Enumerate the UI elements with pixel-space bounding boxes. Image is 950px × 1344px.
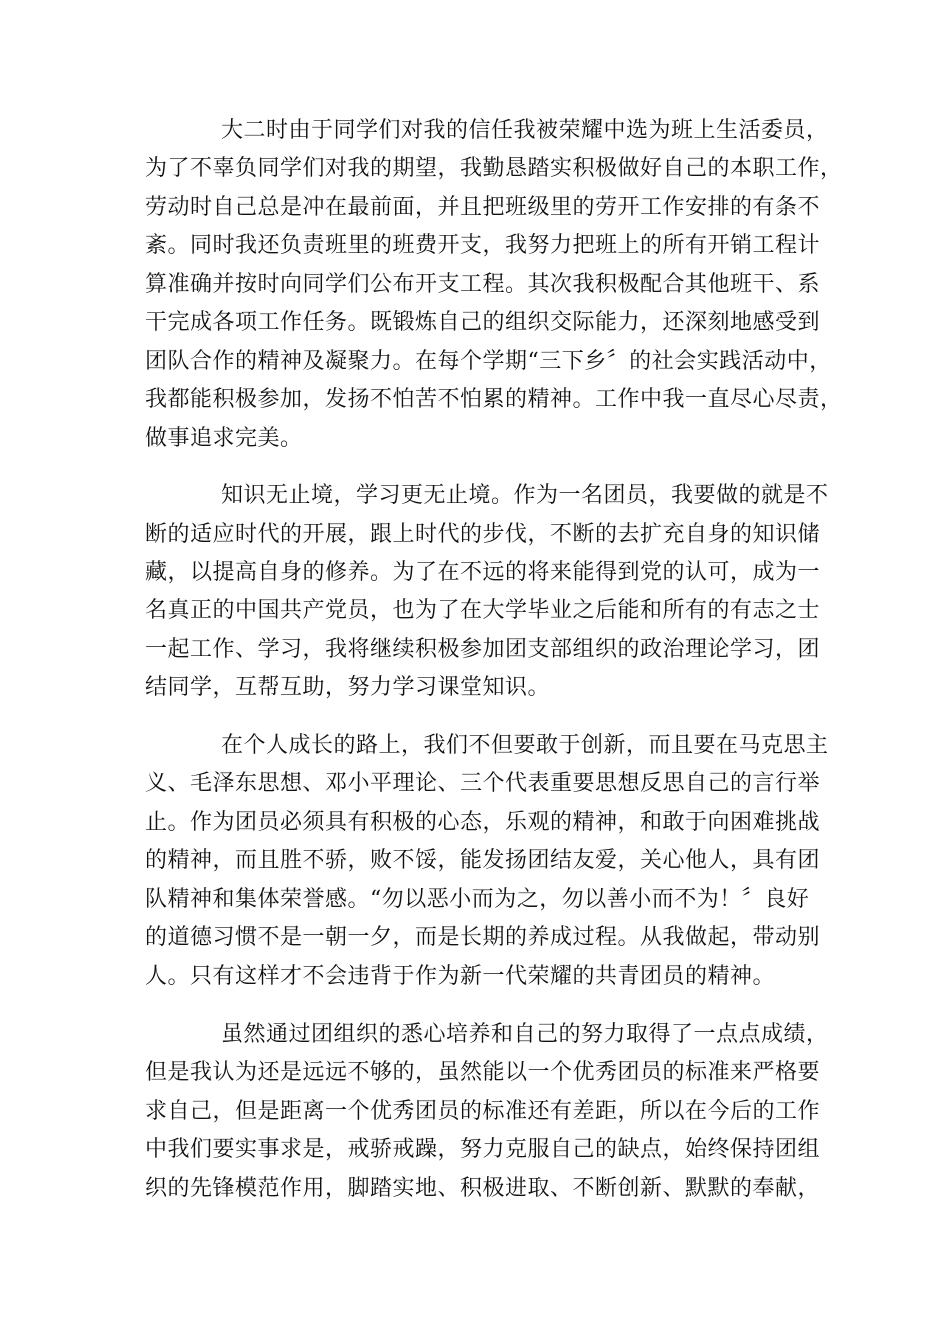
text-line: 人。只有这样才不会违背于作为新一代荣耀的共青团员的精神。 bbox=[145, 964, 776, 989]
text-line: 算准确并按时向同学们公布开支工程。其次我积极配合其他班干、系 bbox=[145, 272, 821, 297]
text-line: 一起工作、学习，我将继续积极参加团支部组织的政治理论学习，团 bbox=[145, 637, 821, 662]
text-line: 但是我认为还是远远不够的，虽然能以一个优秀团员的标准来严格要 bbox=[145, 1060, 821, 1085]
text-line: 劳动时自己总是冲在最前面，并且把班级里的劳开工作安排的有条不 bbox=[145, 195, 821, 220]
text-line: 求自己，但是距离一个优秀团员的标准还有差距，所以在今后的工作 bbox=[145, 1099, 821, 1124]
text-line: 做事追求完美。 bbox=[145, 426, 303, 451]
text-line: 止。作为团员必须具有积极的心态，乐观的精神，和敢于向困难挑战 bbox=[145, 810, 821, 835]
text-line: 义、毛泽东思想、邓小平理论、三个代表重要思想反思自己的言行举 bbox=[145, 771, 821, 796]
text-line: 藏，以提高自身的修养。为了在不远的将来能得到党的认可，成为一 bbox=[145, 560, 821, 585]
text-line: 织的先锋模范作用，脚踏实地、积极进取、不断创新、默默的奉献， bbox=[145, 1176, 821, 1201]
text-line: 干完成各项工作任务。既锻炼自己的组织交际能力，还深刻地感受到 bbox=[145, 310, 821, 335]
text-line: 虽然通过团组织的悉心培养和自己的努力取得了一点点成绩， bbox=[221, 1022, 829, 1047]
text-line: 紊。同时我还负责班里的班费开支，我努力把班上的所有开销工程计 bbox=[145, 233, 821, 258]
text-line: 名真正的中国共产党员，也为了在大学毕业之后能和所有的有志之士 bbox=[145, 598, 821, 623]
text-line: 断的适应时代的开展，跟上时代的步伐，不断的去扩充自身的知识储 bbox=[145, 522, 821, 547]
text-line: 的道德习惯不是一朝一夕，而是长期的养成过程。从我做起，带动别 bbox=[145, 925, 821, 950]
text-line: 团队合作的精神及凝聚力。在每个学期“三下乡〞的社会实践活动中， bbox=[145, 349, 832, 374]
text-line: 我都能积极参加，发扬不怕苦不怕累的精神。工作中我一直尽心尽责， bbox=[145, 387, 843, 412]
text-line: 在个人成长的路上，我们不但要敢于创新，而且要在马克思主 bbox=[221, 733, 829, 758]
text-line: 中我们要实事求是，戒骄戒躁，努力克服自己的缺点，始终保持团组 bbox=[145, 1137, 821, 1162]
text-line: 结同学，互帮互助，努力学习课堂知识。 bbox=[145, 675, 551, 700]
text-line: 队精神和集体荣誉感。“勿以恶小而为之，勿以善小而不为！〞良好 bbox=[145, 887, 810, 912]
text-line: 大二时由于同学们对我的信任我被荣耀中选为班上生活委员， bbox=[221, 118, 829, 143]
text-line: 知识无止境，学习更无止境。作为一名团员，我要做的就是不 bbox=[221, 483, 829, 508]
text-line: 为了不辜负同学们对我的期望，我勤恳踏实积极做好自己的本职工作， bbox=[145, 156, 843, 181]
text-line: 的精神，而且胜不骄，败不馁，能发扬团结友爱，关心他人，具有团 bbox=[145, 848, 821, 873]
